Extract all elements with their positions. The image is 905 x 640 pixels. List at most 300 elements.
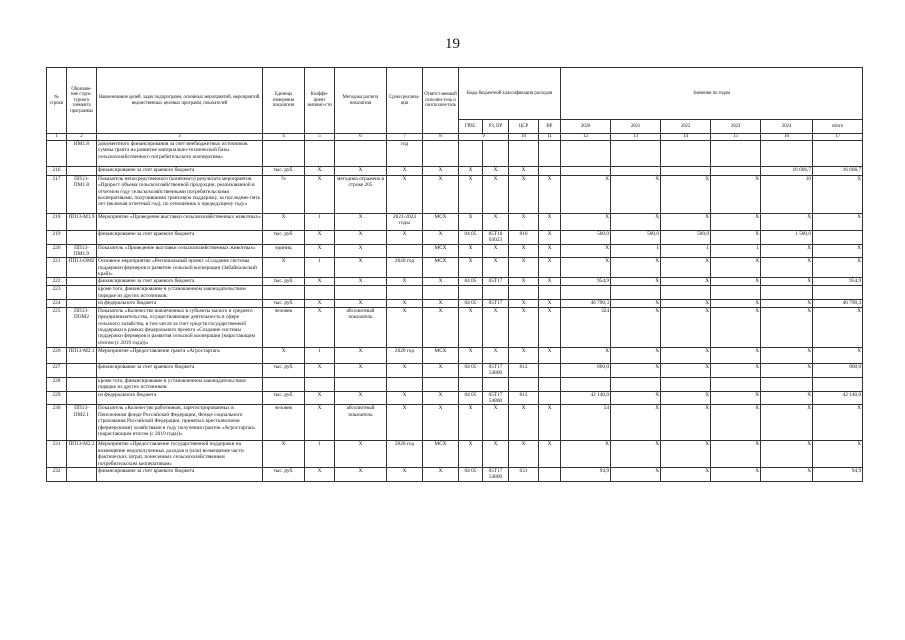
header-code-rzpr: РЗ, ПР [483,120,509,134]
cell-structure-code [67,364,97,378]
cell-value-2022: 1 [661,244,711,258]
cell-coefficient [305,141,335,167]
cell-code-rzpr [483,141,509,167]
cell-method: X [335,364,387,378]
table-row [47,467,863,481]
cell-value-2024: X [761,348,813,364]
cell-code-rzpr: 05Т17 54800 [483,364,509,378]
cell-value-2021: 1 [611,244,661,258]
cell-code-vr [539,167,561,176]
header-code-csr: ЦСР [509,120,539,134]
cell-value-2021: X [611,214,661,231]
col-number: 3 [97,134,263,141]
cell-unit [263,286,305,300]
cell-row-number: 225 [47,308,67,348]
cell-unit: тыс. руб. [263,167,305,176]
cell-row-name: Мероприятие «Предоставление государственной поддержки на возмещение недополученных доходов и (или) возмещение части фактических затрат, понесенных сельскохозяйственным потребительским кооперативам» [97,441,263,467]
table-row [47,348,863,364]
cell-coefficient [305,377,335,391]
cell-code-vr [539,377,561,391]
cell-responsible: МСХ [423,244,459,258]
cell-code-vr [539,467,561,481]
cell-responsible [423,286,459,300]
cell-responsible: X [423,467,459,481]
cell-row-number: 219 [47,231,67,245]
cell-responsible: МСХ [423,348,459,364]
col-number: 8 [423,134,459,141]
col-number: 17 [813,134,863,141]
cell-coefficient: X [305,467,335,481]
cell-unit: тыс. руб. [263,391,305,405]
cell-value-2023 [711,167,761,176]
cell-terms: X [387,467,423,481]
cell-method: X [335,244,387,258]
cell-coefficient: 1 [305,348,335,364]
cell-value-2020 [561,167,611,176]
cell-code-csr: X [509,244,539,258]
cell-value-2020: 324 [561,308,611,348]
cell-unit: тыс. руб. [263,278,305,286]
cell-coefficient: X [305,167,335,176]
cell-code-grbs: X [459,405,483,441]
cell-value-2022: X [661,391,711,405]
cell-value-2024: X [761,467,813,481]
cell-row-number: 227 [47,364,67,378]
cell-code-csr: X [509,258,539,278]
cell-code-grbs: X [459,258,483,278]
header-row-number: № строки [47,68,67,134]
header-row [47,68,863,120]
cell-value-2020: 54 [561,405,611,441]
cell-unit: X [263,258,305,278]
cell-code-grbs: 04 05 [459,231,483,245]
cell-code-grbs [459,286,483,300]
cell-value-2021: X [611,258,661,278]
cell-unit: X [263,348,305,364]
table-body [47,141,863,482]
col-number: 10 [509,134,539,141]
cell-code-csr [509,377,539,391]
cell-value-2021: X [611,300,661,308]
cell-method: X [335,231,387,245]
col-number: 15 [711,134,761,141]
cell-structure-code [67,467,97,481]
cell-responsible: X [423,231,459,245]
cell-row-number: 221 [47,258,67,278]
cell-value-total: X [813,214,863,231]
cell-row-number: 220 [47,244,67,258]
cell-code-csr: X [509,176,539,214]
cell-code-vr: X [539,405,561,441]
cell-value-total: X [813,405,863,441]
cell-value-2024: X [761,278,813,286]
cell-unit: единиц [263,244,305,258]
cell-code-grbs: 04 05 [459,467,483,481]
cell-unit [263,377,305,391]
cell-value-2024: X [761,308,813,348]
cell-structure-code: ПП13-М2.1 [67,348,97,364]
cell-coefficient: X [305,278,335,286]
cell-value-total: 46 790,3 [813,300,863,308]
cell-coefficient: X [305,308,335,348]
cell-method: абсолютный показатель [335,405,387,441]
cell-code-rzpr: X [483,258,509,278]
cell-structure-code: ПП13-ПМ1.9 [67,244,97,258]
cell-value-2022: 500,0 [661,231,711,245]
cell-value-total: X [813,441,863,467]
header-values-by-year: Значения по годам [561,68,863,120]
cell-row-number: 224 [47,300,67,308]
cell-code-vr: X [539,176,561,214]
cell-coefficient [305,286,335,300]
cell-row-name: Основное мероприятие «Региональный проект «Создание системы поддержки фермеров и развитие сельской кооперации (Забайкальский край)» [97,258,263,278]
cell-method: X [335,278,387,286]
cell-code-csr: X [509,300,539,308]
cell-row-name: финансирование за счет краевого бюджета [97,364,263,378]
cell-value-total: X [813,258,863,278]
cell-coefficient: 1 [305,258,335,278]
cell-value-total: X [813,308,863,348]
cell-responsible: X [423,167,459,176]
cell-unit: X [263,214,305,231]
cell-value-2021 [611,377,661,391]
cell-code-grbs: X [459,214,483,231]
cell-value-2023: X [711,441,761,467]
cell-code-rzpr: 05Т17 [483,300,509,308]
cell-row-name: из федерального бюджета [97,300,263,308]
header-code-vr: ВР [539,120,561,134]
cell-coefficient: X [305,244,335,258]
cell-code-rzpr [483,286,509,300]
cell-responsible: X [423,308,459,348]
table-row [47,377,863,391]
table-row [47,244,863,258]
cell-value-2023: X [711,231,761,245]
cell-value-2021: X [611,278,661,286]
cell-value-2024: X [761,258,813,278]
table-row [47,231,863,245]
table-row [47,141,863,167]
cell-responsible: X [423,300,459,308]
cell-code-rzpr: X [483,348,509,364]
col-number: 12 [561,134,611,141]
cell-value-2020: X [561,348,611,364]
table-row [47,286,863,300]
cell-code-rzpr: X [483,176,509,214]
cell-unit: X [263,441,305,467]
cell-code-csr: X [509,167,539,176]
cell-value-total: 94,9 [813,467,863,481]
cell-unit: тыс. руб. [263,300,305,308]
cell-value-2020: X [561,258,611,278]
cell-row-number: 226 [47,348,67,364]
cell-coefficient: 1 [305,441,335,467]
cell-row-number: 230 [47,405,67,441]
cell-value-2023 [711,286,761,300]
cell-value-2024 [761,377,813,391]
cell-value-2022: X [661,308,711,348]
cell-structure-code [67,391,97,405]
cell-code-csr [509,141,539,167]
cell-value-2023 [711,377,761,391]
cell-terms: X [387,300,423,308]
cell-row-name: из федерального бюджета [97,391,263,405]
cell-responsible: МСХ [423,214,459,231]
cell-code-vr: X [539,441,561,467]
cell-code-rzpr [483,377,509,391]
header-terms: Сроки реализа-ции [387,68,423,134]
cell-method [335,286,387,300]
cell-value-2022: X [661,300,711,308]
cell-value-total [813,377,863,391]
cell-row-number: 216 [47,167,67,176]
cell-value-total: X [813,176,863,214]
cell-row-number: 229 [47,391,67,405]
cell-value-total [813,286,863,300]
cell-row-name: финансирование за счет краевого бюджета [97,231,263,245]
cell-method: X [335,348,387,364]
cell-unit: тыс. руб. [263,231,305,245]
cell-value-total: X [813,348,863,364]
column-numbers-row [47,134,863,141]
cell-responsible: X [423,391,459,405]
cell-method: X [335,441,387,467]
table-row [47,258,863,278]
cell-code-vr: X [539,348,561,364]
header-responsible: Ответст-венный исполни-тель и соисполни-тель [423,68,459,134]
cell-value-2024: X [761,441,813,467]
cell-value-2021: X [611,308,661,348]
cell-terms: 2020 год [387,441,423,467]
cell-value-2023: X [711,258,761,278]
cell-code-csr: X [509,441,539,467]
cell-value-2022: X [661,214,711,231]
cell-value-2020: 860,0 [561,364,611,378]
cell-value-2023: X [711,364,761,378]
cell-terms: X [387,308,423,348]
cell-value-2020: X [561,244,611,258]
col-number: 2 [67,134,97,141]
cell-responsible [423,141,459,167]
cell-value-2022: X [661,364,711,378]
cell-terms: год [387,141,423,167]
page-number: 19 [445,36,460,52]
cell-row-name: Показатель «Проведение выставки сельскохозяйственных животных» [97,244,263,258]
cell-value-2021: 500,0 [611,231,661,245]
cell-value-2022: X [661,405,711,441]
cell-coefficient: X [305,231,335,245]
cell-coefficient: X [305,391,335,405]
header-method: Методика расчета показателя [335,68,387,134]
cell-code-vr: X [539,308,561,348]
cell-value-2024: X [761,391,813,405]
cell-structure-code: ПП13-М1.9 [67,214,97,231]
cell-value-2024: 1 500,0 [761,231,813,245]
cell-terms [387,244,423,258]
header-year-2024: 2024 [761,120,813,134]
cell-unit: человек [263,405,305,441]
cell-value-2024: X [761,300,813,308]
table-row [47,364,863,378]
cell-code-rzpr: X [483,214,509,231]
cell-code-csr: X [509,214,539,231]
cell-value-2022: X [661,441,711,467]
cell-unit: % [263,176,305,214]
cell-value-2020: X [561,441,611,467]
cell-terms: X [387,364,423,378]
cell-value-2022 [661,377,711,391]
cell-method: абсолютный показатель [335,308,387,348]
cell-terms: X [387,231,423,245]
cell-unit [263,141,305,167]
cell-value-2021 [611,286,661,300]
col-number: 1 [47,134,67,141]
cell-code-vr: X [539,300,561,308]
cell-code-csr: X [509,348,539,364]
cell-responsible: X [423,364,459,378]
cell-value-2022 [661,141,711,167]
cell-value-2021 [611,141,661,167]
cell-row-name: документного финансирования за счет внебюджетных источников суммы гранта на развитие материально-технической базы сельскохозяйственного потребительского кооператива» [97,141,263,167]
cell-code-grbs [459,141,483,167]
cell-value-2021: X [611,348,661,364]
cell-code-vr: X [539,258,561,278]
cell-method [335,141,387,167]
cell-code-csr: 812 [509,364,539,378]
cell-value-2022: X [661,467,711,481]
cell-structure-code [67,377,97,391]
cell-value-2024: X [761,405,813,441]
cell-value-2023: X [711,467,761,481]
cell-code-grbs: X [459,441,483,467]
table-row [47,300,863,308]
cell-structure-code [67,167,97,176]
cell-row-name: финансирование за счет краевого бюджета [97,278,263,286]
cell-responsible: X [423,405,459,441]
cell-value-2021 [611,167,661,176]
cell-coefficient: X [305,300,335,308]
header-code-grbs: ГРБС [459,120,483,134]
cell-terms: X [387,405,423,441]
cell-value-2024: 10 [761,176,813,214]
cell-value-2021: X [611,364,661,378]
cell-row-name: финансирование за счет краевого бюджета [97,467,263,481]
cell-code-vr: X [539,278,561,286]
col-number: 5 [305,134,335,141]
cell-code-grbs: X [459,244,483,258]
header-structure-code: Обозначе-ние струк-турного элемента программы [67,68,97,134]
cell-coefficient: X [305,176,335,214]
cell-code-grbs: X [459,176,483,214]
cell-value-2022: X [661,176,711,214]
header-name: Наименование целей, задач подпрограмм, основных мероприятий, мероприятий, ведомственных целевых программ, показателей [97,68,263,134]
cell-code-grbs: X [459,348,483,364]
header-year-2022: 2022 [661,120,711,134]
cell-value-total: 954,9 [813,278,863,286]
cell-responsible [423,377,459,391]
cell-value-2024: X [761,364,813,378]
cell-code-rzpr: X [483,441,509,467]
cell-value-2023: X [711,308,761,348]
cell-terms: 2020 год [387,258,423,278]
cell-code-rzpr: 05Т17 54800 [483,467,509,481]
cell-value-2023: X [711,391,761,405]
cell-structure-code [67,286,97,300]
cell-value-2020: 94,9 [561,467,611,481]
cell-code-rzpr: 05Т17 [483,278,509,286]
cell-value-2023: X [711,405,761,441]
cell-structure-code: ИМ1.8 [67,141,97,167]
cell-structure-code [67,231,97,245]
cell-code-grbs: X [459,308,483,348]
cell-row-name: Показатель «Количество вовлеченных в субъекты малого и среднего предпринимательства, осуществляющие деятельность в сфере сельского хозяйства, в том числе за счет средств государственной поддержки в рамках федерального проекта «Создание системы поддержки фермеров и развития сельской кооперации (нарастающим итогом (с 2019 года))» [97,308,263,348]
cell-terms: 2020 год [387,348,423,364]
cell-value-2020: 954,9 [561,278,611,286]
cell-terms [387,377,423,391]
cell-row-name: Показатель «Количество работников, зарегистрированных в Пенсионном фонде Российской Федерации, Фонде социального страхования Российской Федерации, принятых крестьянскими (фермерскими) хозяйствами в году получения грантов «Агростартап» (нарастающим итогом (с 2019 года))» [97,405,263,441]
cell-row-name: Мероприятие «Проведение выставки сельскохозяйственных животных» [97,214,263,231]
cell-code-vr: X [539,214,561,231]
cell-row-number: 232 [47,467,67,481]
cell-value-2023: X [711,176,761,214]
cell-method: X [335,167,387,176]
cell-code-vr [539,364,561,378]
cell-code-grbs: X [459,167,483,176]
cell-value-2022 [661,167,711,176]
cell-value-2022 [661,286,711,300]
cell-value-total [813,231,863,245]
cell-structure-code: ПП13-ОМ2 [67,258,97,278]
cell-row-number: 217 [47,176,67,214]
cell-structure-code [67,278,97,286]
col-number: 16 [761,134,813,141]
cell-method: X [335,258,387,278]
cell-row-number: 228 [47,377,67,391]
cell-unit: тыс. руб. [263,467,305,481]
col-number: 6 [335,134,387,141]
cell-code-csr: X [509,278,539,286]
cell-code-rzpr: 05Т10 03023 [483,231,509,245]
cell-row-number: 231 [47,441,67,467]
cell-value-2024: X [761,244,813,258]
cell-value-total: X [813,244,863,258]
cell-structure-code: ПП13-ПМ1.8 [67,176,97,214]
cell-value-2020: X [561,214,611,231]
cell-code-csr [509,286,539,300]
cell-value-2021: X [611,467,661,481]
cell-value-2020: 500,0 [561,231,611,245]
cell-code-grbs: 04 05 [459,391,483,405]
cell-value-2020: 46 790,3 [561,300,611,308]
cell-value-2020 [561,141,611,167]
col-number: 7 [387,134,423,141]
cell-code-rzpr: X [483,308,509,348]
cell-value-2024 [761,141,813,167]
cell-value-2023 [711,141,761,167]
col-number: 9 [459,134,509,141]
cell-value-2020 [561,286,611,300]
table-row [47,214,863,231]
cell-code-vr: X [539,244,561,258]
cell-coefficient: 1 [305,214,335,231]
cell-value-total: 42 140,0 [813,391,863,405]
cell-value-2023: X [711,214,761,231]
cell-code-csr: X [509,308,539,348]
cell-code-rzpr: X [483,244,509,258]
table-row [47,176,863,214]
cell-code-grbs [459,377,483,391]
cell-value-2023: 1 [711,244,761,258]
